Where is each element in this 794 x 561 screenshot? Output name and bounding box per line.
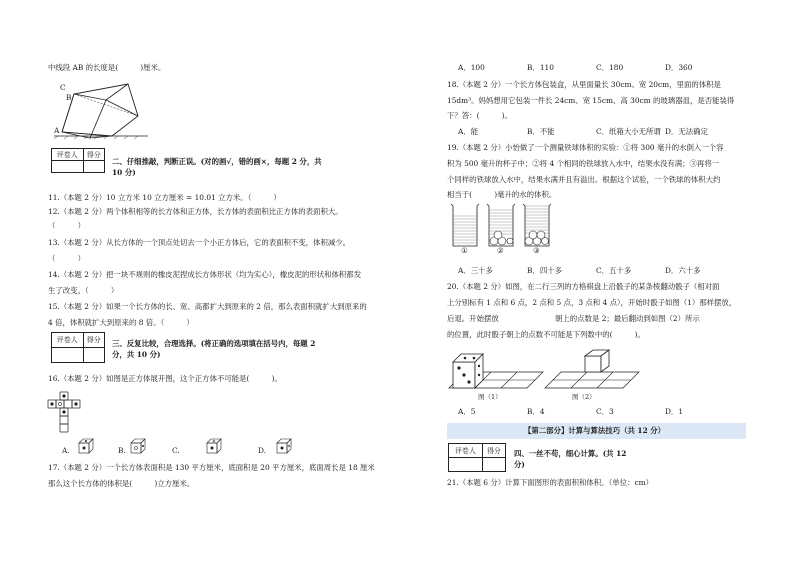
- q10-tail: 中线段 AB 的长度是( )厘米。: [48, 63, 166, 72]
- q20-cont3: 的位置，此时骰子朝上的点数不可能是下列数中的( )。: [447, 330, 645, 339]
- beaker-label-3: ③: [533, 246, 540, 255]
- q18-option-b[interactable]: B．不能: [527, 127, 555, 136]
- q20-option-a[interactable]: A．5: [458, 407, 476, 416]
- q20: 20.（本题 2 分）如图，在二行三列的方格棋盘上沿骰子的某条棱翻动骰子（相对面: [447, 282, 720, 291]
- q19-option-c[interactable]: C．五十多: [596, 266, 632, 275]
- q18-cont: 15dm³。妈妈想用它包装一件长 24cm、宽 15cm、高 30cm 的玻璃器皿，是否能装得: [447, 96, 735, 105]
- q16-option-d[interactable]: D.: [258, 446, 267, 455]
- section2-title: 二、仔细推敲，判断正误。(对的画√，错的画×，每题 2 分，共: [112, 157, 322, 166]
- q20-option-d[interactable]: D．1: [665, 407, 684, 416]
- score-box-2: [51, 332, 105, 363]
- section2-title-cont: 10 分): [112, 168, 136, 177]
- q17: 17.（本题 2 分）一个长方体表面积是 130 平方厘米，底面积是 20 平方厘米，底面周长是 18 厘米: [48, 463, 375, 472]
- q20-option-b[interactable]: B．4: [527, 407, 545, 416]
- q20-option-c[interactable]: C．3: [596, 407, 614, 416]
- fig-label-2: 图（2）: [572, 393, 596, 401]
- q17-option-b[interactable]: B．110: [527, 63, 554, 72]
- dice-figure-2: [543, 348, 643, 390]
- beaker-label-1: ①: [461, 246, 468, 255]
- reviewer-label: 评卷人: [52, 149, 84, 161]
- score-label: 得分: [83, 149, 105, 161]
- q19-cont2: 个同样的铁球放入水中，结果水满并且有溢出。根据这个试验，一个铁球的体积大约: [447, 175, 721, 184]
- score-label: 得分: [482, 444, 505, 458]
- q19: 19.（本题 2 分）小怡做了一个测量铁球体积的实验：①将 300 毫升的水倒入一个容: [447, 143, 724, 152]
- q17-cont: 那么这个长方体的体积是( )立方厘米。: [48, 479, 195, 488]
- q20-cont2: 朝上的点数是 2；最后翻动到如图（2）所示: [555, 314, 700, 323]
- section3-title-cont: 分，共 10 分): [112, 350, 161, 359]
- section4-title-cont: 分): [514, 460, 525, 469]
- q18-cont2: 下？答：( )。: [447, 111, 512, 120]
- q18-option-d[interactable]: D．无法确定: [665, 127, 708, 136]
- q16-option-b[interactable]: B.: [118, 446, 126, 455]
- q18-option-a[interactable]: A．能: [458, 127, 479, 136]
- beaker-label-2: ②: [497, 246, 504, 255]
- q12: 12.（本题 2 分）两个体积相等的长方体和正方体，长方体的表面积比正方体的表面积大。: [48, 207, 343, 216]
- part2-title: 【第二部分】计算与算法技巧（共 12 分）: [524, 426, 666, 435]
- q18: 18.（本题 2 分）一个长方体包装盒，从里面量长 30cm、宽 20cm，里面的体积是: [447, 80, 721, 89]
- q19-option-b[interactable]: B．四十多: [527, 266, 562, 275]
- q19-cont3: 相当于( )毫升的水的体积。: [447, 190, 557, 199]
- option-b-cube-icon: [130, 438, 146, 454]
- reviewer-label: 评卷人: [449, 444, 483, 458]
- q19-cont: 积为 500 毫升的杯子中；②将 4 个相同的铁球放入水中，结果水没有满；③再将一: [447, 159, 720, 168]
- q17-option-c[interactable]: C．180: [596, 63, 624, 72]
- fig-label-1: 图（1）: [478, 393, 502, 401]
- dice-figure-1: [447, 348, 547, 390]
- q14-cont: 生了改变。（ ）: [48, 286, 119, 295]
- q18-option-c[interactable]: C．纸箱大小无所谓: [596, 127, 661, 136]
- q13-answer: （ ）: [48, 254, 85, 263]
- q20-cont: 上分别标有 1 点和 6 点，2 点和 5 点，3 点和 4 点），开始时骰子如图（1）那样摆放，: [447, 298, 737, 307]
- q15: 15.（本题 2 分）如果一个长方体的长、宽、高都扩大到原来的 2 倍，那么表面积就扩大到原来的: [48, 302, 367, 311]
- q16-option-a[interactable]: A.: [62, 446, 70, 455]
- cube-label-c: C: [60, 83, 66, 92]
- q15-cont: 4 倍，体积就扩大到原来的 8 倍。（ ）: [48, 318, 194, 327]
- score-box-3: [448, 443, 506, 472]
- q12-answer: （ ）: [48, 221, 85, 230]
- q17-option-d[interactable]: D．360: [665, 63, 693, 72]
- q16-option-c[interactable]: C.: [172, 446, 180, 455]
- reviewer-label: 评卷人: [52, 333, 84, 348]
- q20-cont2-lead: 后退。开始摆放: [447, 314, 499, 323]
- q19-option-a[interactable]: A．三十多: [458, 266, 493, 275]
- section4-title: 四、一丝不苟，细心计算。(共 12: [514, 449, 627, 458]
- cube-net-figure: [48, 392, 98, 438]
- cube-label-b: B: [66, 93, 72, 102]
- cube-label-a: A: [54, 126, 60, 135]
- q21: 21.（本题 6 分）计算下面图形的表面积和体积。（单位：cm）: [447, 478, 653, 487]
- option-a-cube-icon: [78, 438, 94, 454]
- q13: 13.（本题 2 分）从长方体的一个顶点处切去一个小正方体后，它的表面积不变，体积减少。: [48, 238, 351, 247]
- q19-option-d[interactable]: D．六十多: [665, 266, 701, 275]
- q14: 14.（本题 2 分）把一块不规则的橡皮泥捏成长方体形状（均为实心），橡皮泥的形状和体积都发: [48, 270, 362, 279]
- option-d-cube-icon: [276, 438, 292, 454]
- section3-title: 三、反复比较，合理选择。(将正确的选项填在括号内，每题 2: [112, 339, 316, 348]
- score-box-1: [51, 148, 105, 173]
- score-label: 得分: [83, 333, 105, 348]
- q17-option-a[interactable]: A．100: [458, 63, 485, 72]
- q16: 16.（本题 2 分）如图是正方体展开图，这个正方体不可能是( )。: [48, 374, 282, 383]
- q11: 11.（本题 2 分）10 立方米 10 立方厘米 = 10.01 立方米。（ ）: [48, 193, 281, 202]
- option-c-cube-icon: [206, 438, 222, 454]
